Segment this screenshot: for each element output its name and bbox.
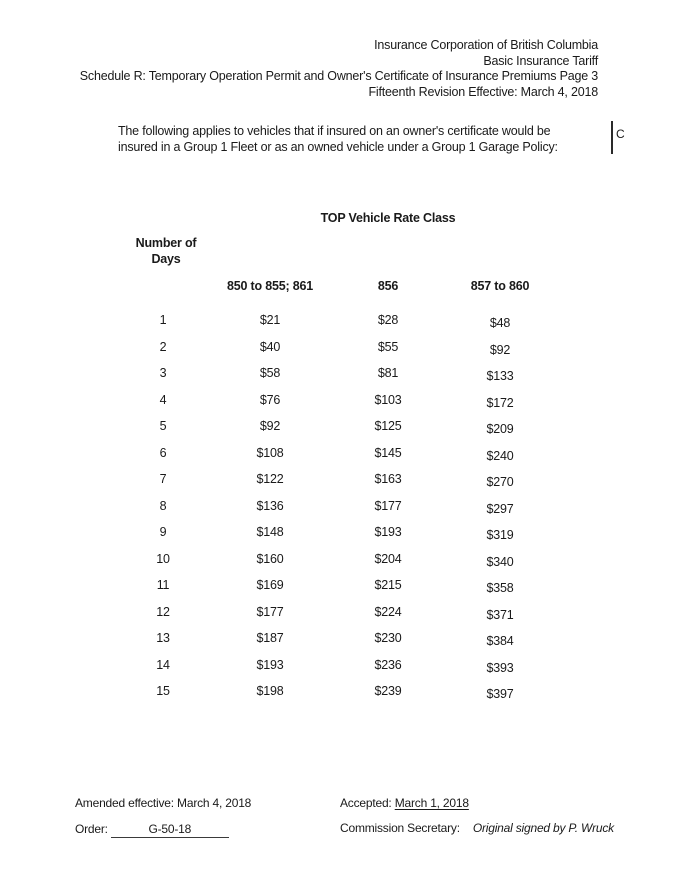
rate-cell: $177 [256, 604, 284, 619]
table-row [135, 340, 573, 367]
rate-cell: $81 [377, 366, 399, 380]
header-line-revision: Fifteenth Revision Effective: March 4, 2018 [368, 84, 598, 99]
table-row [135, 578, 573, 605]
rate-cell: $215 [374, 578, 402, 592]
commission-secretary-line [340, 821, 614, 835]
rate-cell: $163 [374, 472, 402, 486]
rate-cell: $384 [486, 634, 514, 648]
intro-paragraph [118, 123, 558, 155]
rate-cell: $319 [486, 528, 514, 542]
rate-cell: $172 [486, 395, 514, 410]
rate-cell: $198 [256, 684, 284, 698]
days-cell: 15 [156, 684, 170, 698]
rate-cell: $136 [256, 498, 284, 513]
rate-cell: $204 [374, 551, 402, 566]
table-row [135, 393, 573, 420]
table-row [135, 605, 573, 632]
days-cell: 13 [156, 631, 170, 645]
rate-cell: $193 [374, 525, 402, 539]
days-cell: 2 [159, 339, 167, 354]
rate-cell: $297 [486, 501, 514, 516]
days-cell: 8 [159, 498, 167, 513]
days-cell: 1 [159, 313, 167, 327]
header-line-schedule: Schedule R: Temporary Operation Permit and Owner's Certificate of Insurance Premiums Page 3 [79, 69, 598, 83]
table-row [135, 525, 573, 552]
order-label: Order: [75, 822, 108, 836]
order-line [75, 822, 229, 838]
rate-cell: $48 [489, 316, 511, 330]
rate-cell: $103 [374, 392, 402, 407]
rate-cell: $187 [256, 631, 284, 645]
empty-header-cell [135, 279, 191, 293]
rate-cell: $160 [256, 551, 284, 566]
rate-cell: $28 [377, 313, 399, 327]
page-header [40, 38, 598, 100]
accepted-date: March 1, 2018 [394, 796, 469, 810]
header-line-tariff: Basic Insurance Tariff [483, 53, 598, 68]
days-cell: 6 [159, 445, 167, 460]
table-row [135, 419, 573, 446]
table-row [135, 446, 573, 473]
rate-cell: $393 [486, 660, 514, 675]
rate-class-column-headers [135, 279, 573, 293]
rate-cell: $122 [256, 472, 284, 486]
rate-cell: $397 [486, 687, 514, 701]
revision-change-marker: C [616, 127, 625, 141]
table-row [135, 631, 573, 658]
table-title: TOP Vehicle Rate Class [320, 211, 456, 225]
rate-cell: $240 [486, 448, 514, 463]
days-cell: 3 [159, 366, 167, 380]
commission-secretary-label: Commission Secretary: [340, 821, 460, 835]
days-column-header [134, 235, 198, 267]
intro-line-2: insured in a Group 1 Fleet or as an owned vehicle under a Group 1 Garage Policy: [118, 140, 558, 154]
table-row [135, 552, 573, 579]
rate-cell: $239 [374, 684, 402, 698]
signature-text: Original signed by P. Wruck [472, 821, 614, 835]
rate-cell: $92 [489, 342, 511, 357]
table-row [135, 472, 573, 499]
rate-cell: $108 [256, 445, 284, 460]
rate-cell: $236 [374, 657, 402, 672]
rate-cell: $371 [486, 607, 514, 622]
rate-cell: $125 [374, 419, 402, 433]
accepted-line [340, 796, 469, 810]
rate-cell: $55 [377, 339, 399, 354]
rate-cell: $169 [256, 578, 284, 592]
days-cell: 7 [159, 472, 167, 486]
days-header-line-2: Days [151, 252, 181, 266]
amended-effective-text: Amended effective: March 4, 2018 [75, 796, 252, 810]
table-rows [135, 313, 573, 711]
rate-cell: $58 [259, 366, 281, 380]
days-cell: 14 [156, 657, 170, 672]
column-header-856: 856 [377, 279, 399, 293]
rate-cell: $21 [259, 313, 281, 327]
days-cell: 11 [156, 578, 170, 592]
rate-cell: $92 [259, 419, 281, 433]
rate-cell: $145 [374, 445, 402, 460]
rate-cell: $148 [256, 525, 284, 539]
days-header-line-1: Number of [135, 236, 197, 250]
days-cell: 10 [156, 551, 170, 566]
accepted-label: Accepted: [340, 796, 392, 810]
column-header-857-860: 857 to 860 [470, 279, 530, 293]
table-row [135, 658, 573, 685]
rate-cell: $133 [486, 369, 514, 383]
rate-cell: $40 [259, 339, 281, 354]
table-row [135, 684, 573, 711]
rate-cell: $230 [374, 631, 402, 645]
days-cell: 9 [159, 525, 167, 539]
rate-cell: $209 [486, 422, 514, 436]
revision-change-bar [611, 121, 613, 154]
rate-cell: $177 [374, 498, 402, 513]
order-value: G-50-18 [111, 822, 229, 838]
days-cell: 4 [159, 392, 167, 407]
intro-line-1: The following applies to vehicles that if insured on an owner's certificate would be [118, 124, 551, 138]
rate-cell: $224 [374, 604, 402, 619]
rate-cell: $76 [259, 392, 281, 407]
table-row [135, 499, 573, 526]
days-cell: 12 [156, 604, 170, 619]
rate-cell: $270 [486, 475, 514, 489]
table-row [135, 313, 573, 340]
rate-cell: $358 [486, 581, 514, 595]
rate-cell: $340 [486, 554, 514, 569]
table-row [135, 366, 573, 393]
rate-cell: $193 [256, 657, 284, 672]
header-line-company: Insurance Corporation of British Columbia [374, 38, 598, 52]
column-header-850-855-861: 850 to 855; 861 [227, 279, 313, 293]
days-cell: 5 [159, 419, 167, 433]
